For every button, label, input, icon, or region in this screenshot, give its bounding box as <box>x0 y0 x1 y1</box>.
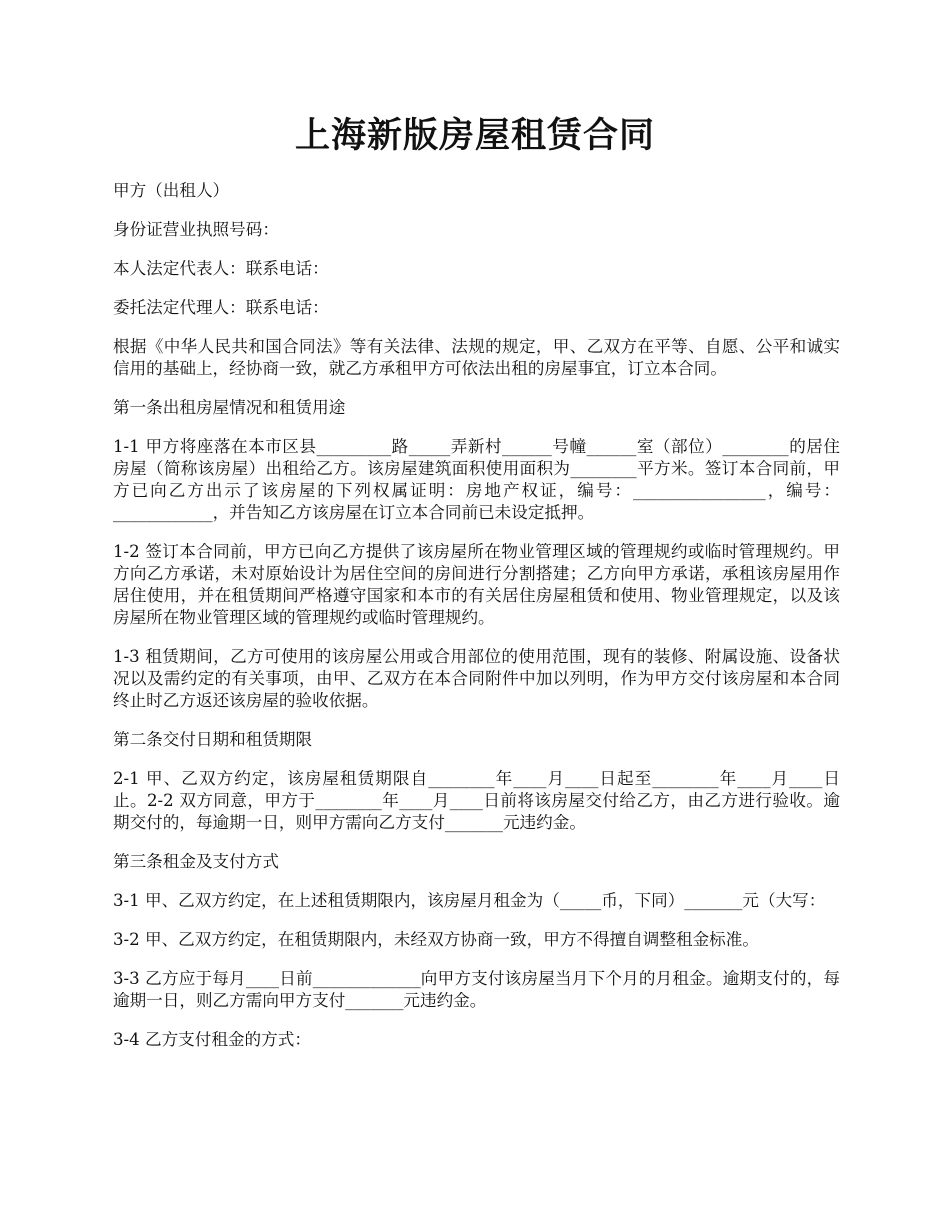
paragraph-legal-representative: 本人法定代表人：联系电话： <box>113 259 329 278</box>
document-body <box>113 180 840 1068</box>
clause-2-1: 2-1 甲、乙双方约定，该房屋租赁期限自________年____月____日起至________年____月____日止。2-2 双方同意，甲方于________年____月____日前将该房屋交付给乙方，由乙方进行验收。逾期交付的，每逾期一日，则甲方需向乙方支付_______元违约金。 <box>113 769 840 832</box>
clause-1-2: 1-2 签订本合同前，甲方已向乙方提供了该房屋所在物业管理区域的管理规约或临时管理规约。甲方向乙方承诺，未对原始设计为居住空间的房间进行分割搭建；乙方向甲方承诺，承租该房屋用作居住使用，并在租赁期间严格遵守国家和本市的有关居住房屋租赁和使用、物业管理规定，以及该房屋所在物业管理区域的管理规约或临时管理规约。 <box>113 542 840 627</box>
section-heading-2: 第二条交付日期和租赁期限 <box>113 730 313 749</box>
document-title: 上海新版房屋租赁合同 <box>294 115 655 156</box>
section-heading-1: 第一条出租房屋情况和租赁用途 <box>113 398 346 417</box>
clause-1-1: 1-1 甲方将座落在本市区县_________路_____弄新村______号幢______室（部位）________的居住房屋（简称该房屋）出租给乙方。该房屋建筑面积使用面积为________平方米。签订本合同前，甲方已向乙方出示了该房屋的下列权属证明：房地产权证，编号：________________，编号：____________，并告知乙方该房屋在订立本合同前已未设定抵押。 <box>113 437 840 522</box>
paragraph-id-number: 身份证营业执照号码： <box>113 220 279 239</box>
clause-3-4: 3-4 乙方支付租金的方式： <box>113 1030 311 1049</box>
paragraph-preamble: 根据《中华人民共和国合同法》等有关法律、法规的规定，甲、乙双方在平等、自愿、公平和诚实信用的基础上，经协商一致，就乙方承租甲方可依法出租的房屋事宜，订立本合同。 <box>113 337 840 378</box>
clause-3-1: 3-1 甲、乙双方约定，在上述租赁期限内，该房屋月租金为（_____币，下同）_______元（大写： <box>113 891 826 910</box>
clause-1-3: 1-3 租赁期间，乙方可使用的该房屋公用或合用部位的使用范围，现有的装修、附属设施、设备状况以及需约定的有关事项，由甲、乙双方在本合同附件中加以列明，作为甲方交付该房屋和本合同终止时乙方返还该房屋的验收依据。 <box>113 647 840 710</box>
paragraph-lessor: 甲方（出租人） <box>113 181 230 200</box>
clause-3-3: 3-3 乙方应于每月____日前_____________向甲方支付该房屋当月下个月的月租金。逾期支付的，每逾期一日，则乙方需向甲方支付_______元违约金。 <box>113 969 840 1010</box>
paragraph-agent: 委托法定代理人：联系电话： <box>113 298 329 317</box>
section-heading-3: 第三条租金及支付方式 <box>113 852 279 871</box>
clause-3-2: 3-2 甲、乙双方约定，在租赁期限内，未经双方协商一致，甲方不得擅自调整租金标准。 <box>113 930 759 949</box>
